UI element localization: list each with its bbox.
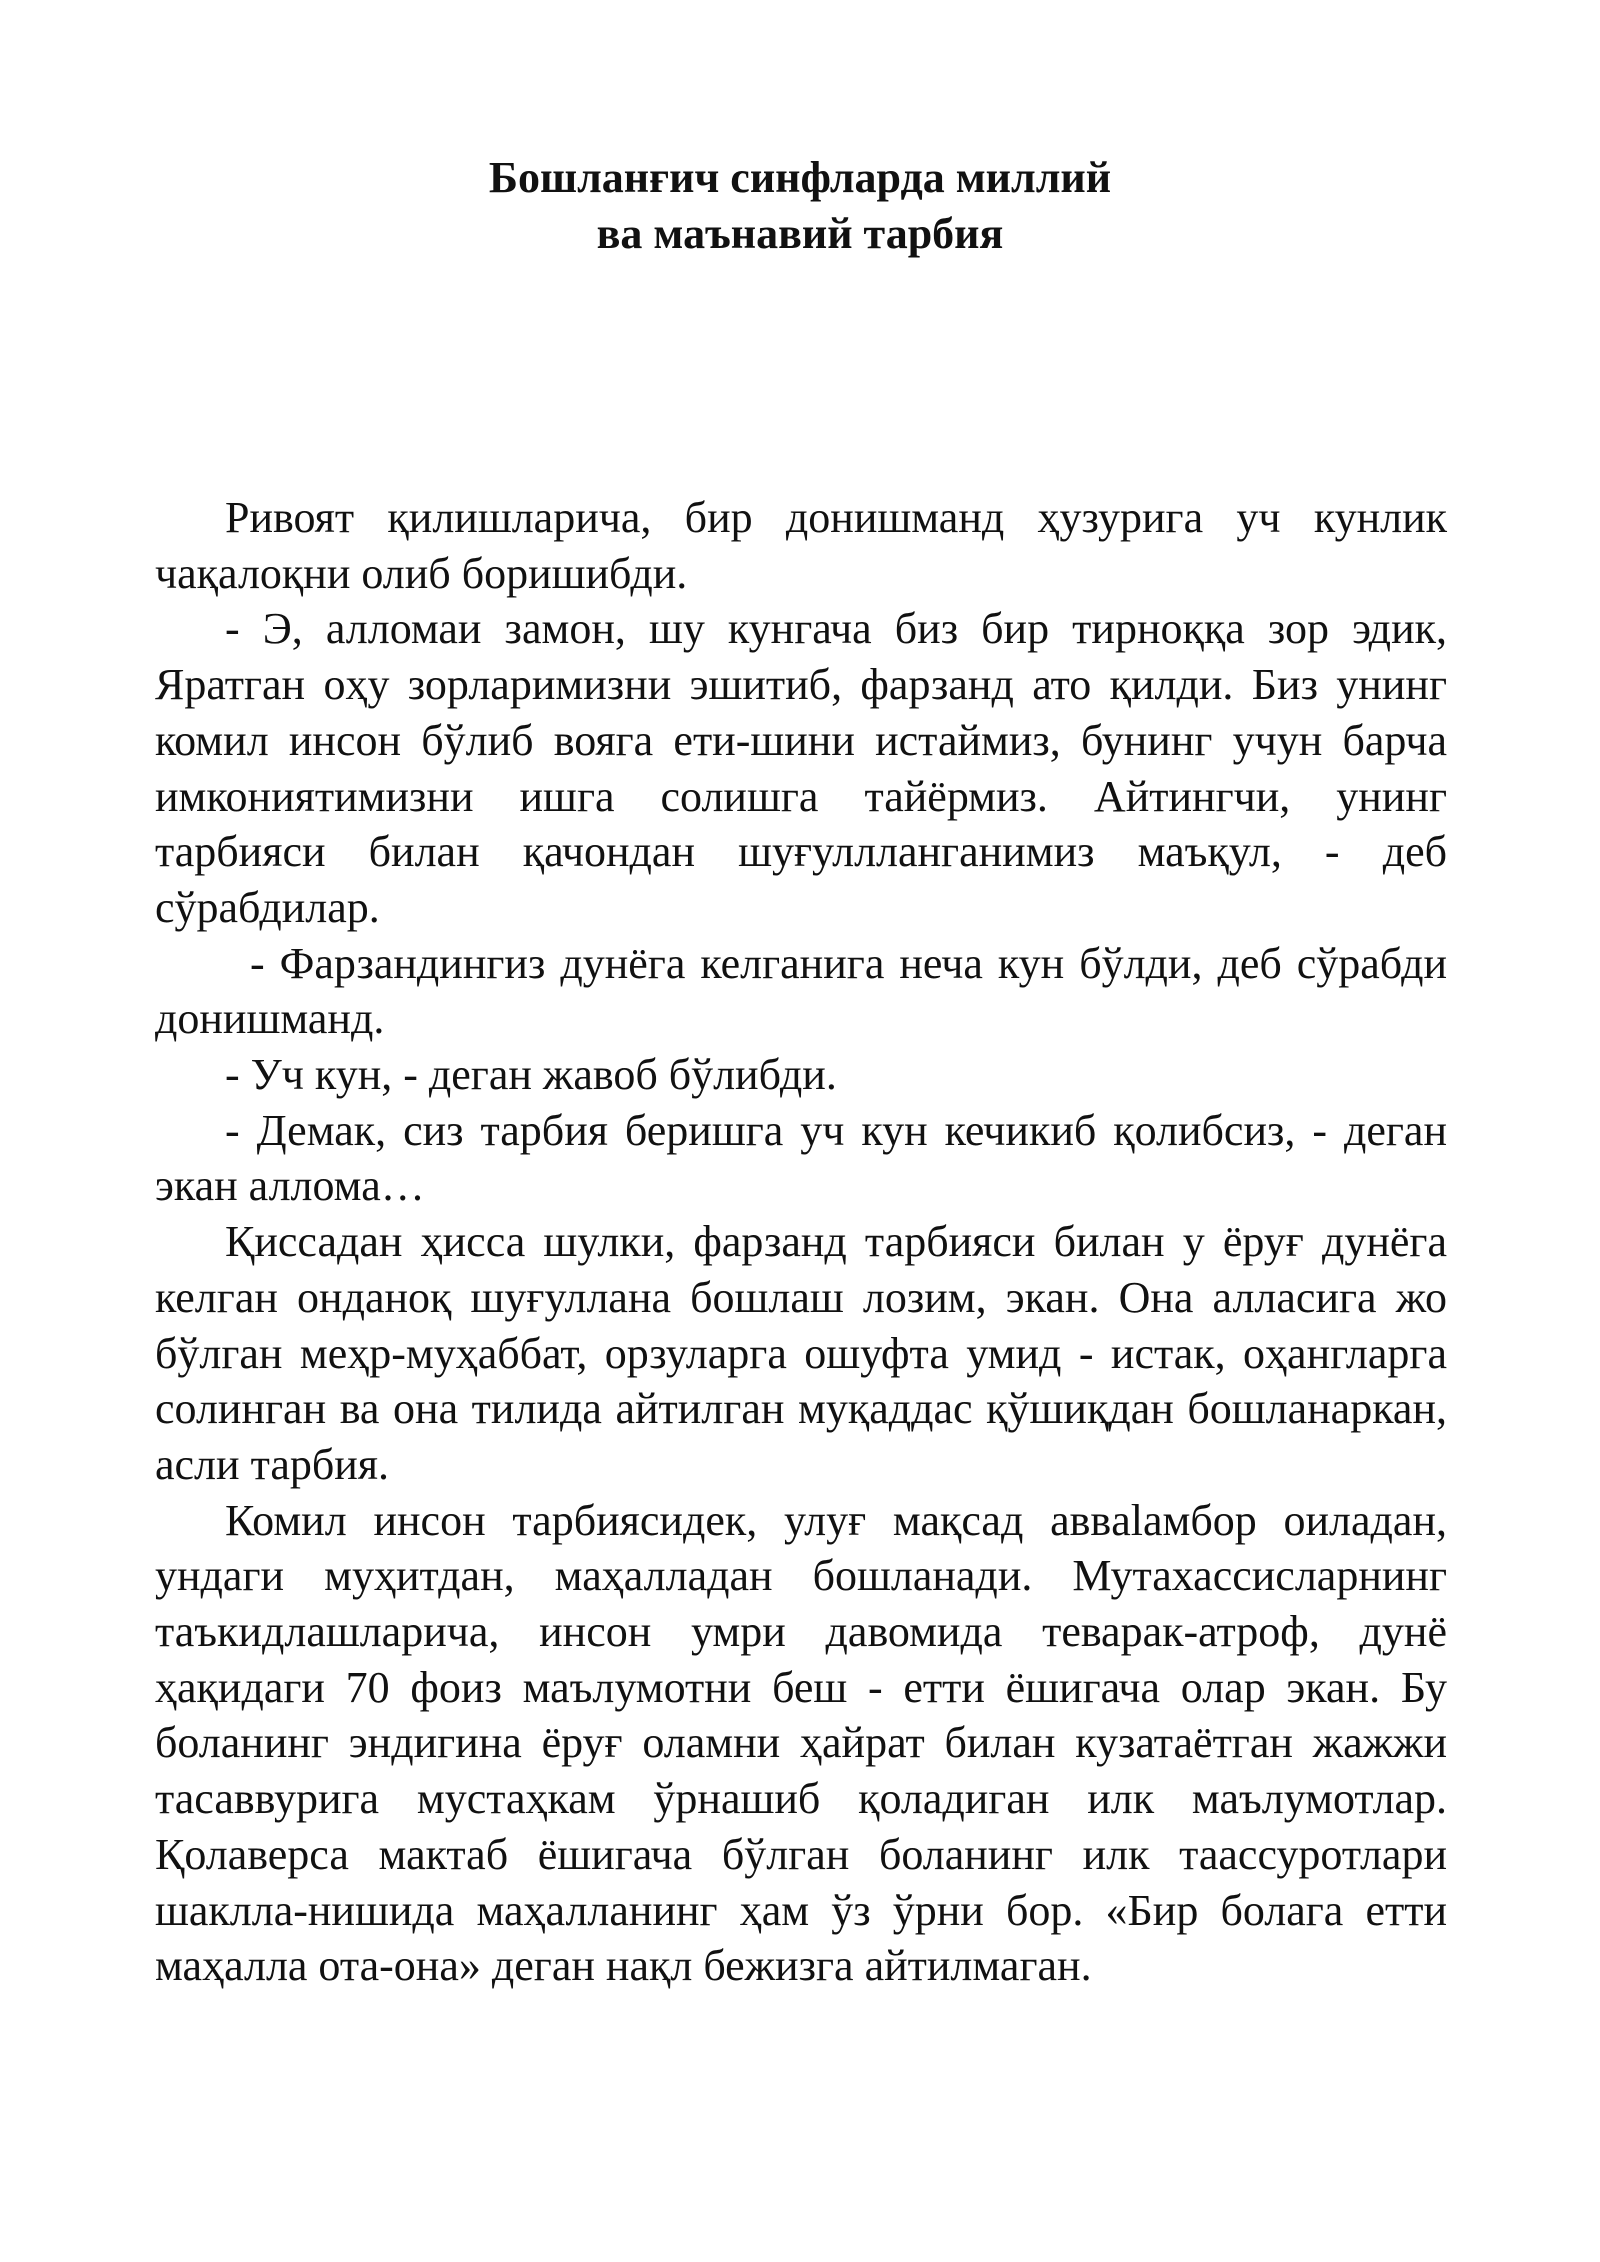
paragraph-7: Комил инсон тарбиясидек, улуғ мақсад аввalамбор оиладан, ундаги муҳитдан, маҳалладан бошланади. Мутахассисларнинг таъкидлашларича, инсон умри давомида теварак-атроф, дунё ҳақидаги 70 фоиз маълумотни беш - етти ёшигача олар экан. Бу боланинг эндигина ёруғ оламни ҳайрат билан кузатаётган жажжи тасаввурига мустаҳкам ўрнашиб қоладиган илк маълумотлар. Қолаверса мактаб ёшигача бўлган боланинг илк таассуротлари шаклла-нишида маҳалланинг ҳам ўз ўрни бор. «Бир болага етти маҳалла ота-она» деган нақл бежизга айтилмаган. (155, 1495, 1447, 1991)
paragraph-6: Қиссадан ҳисса шулки, фарзанд тарбияси билан у ёруғ дунёга келган онданоқ шуғуллана бошлаш лозим, экан. Она алласига жо бўлган меҳр-муҳаббат, орзуларга ошуфта умид - истак, оҳангларга солинган ва она тилида айтилган муқаддас қўшиқдан бошланаркан, асли тарбия. (155, 1217, 1447, 1489)
document-body (155, 490, 1447, 1994)
paragraph-3: - Фарзандингиз дунёга келганига неча кун бўлди, деб сўрабди донишманд. (155, 938, 1447, 1044)
title-line-1: Бошланғич синфларда миллий (488, 153, 1112, 202)
title-line-2: ва маънавий тарбия (596, 209, 1004, 258)
paragraph-5: - Демак, сиз тарбия беришга уч кун кечикиб қолибсиз, - деган экан аллома… (155, 1105, 1447, 1211)
paragraph-4: - Уч кун, - деган жавоб бўлибди. (225, 1050, 837, 1100)
paragraph-1: Ривоят қилишларича, бир донишманд ҳузурига уч кунлик чақалоқни олиб боришибди. (155, 493, 1447, 598)
document-title (0, 150, 1600, 262)
paragraph-2: - Э, алломаи замон, шу кунгача биз бир тирноққа зор эдик, Яратган оҳу зорларимизни эшитиб, фарзанд ато қилди. Биз унинг комил инсон бўлиб вояга ети-шини истаймиз, бунинг учун барча имкониятимизни ишга солишга тайёрмиз. Айтингчи, унинг тарбияси билан қачондан шуғуллланганимиз маъқул, - деб сўрабдилар. (155, 604, 1447, 932)
